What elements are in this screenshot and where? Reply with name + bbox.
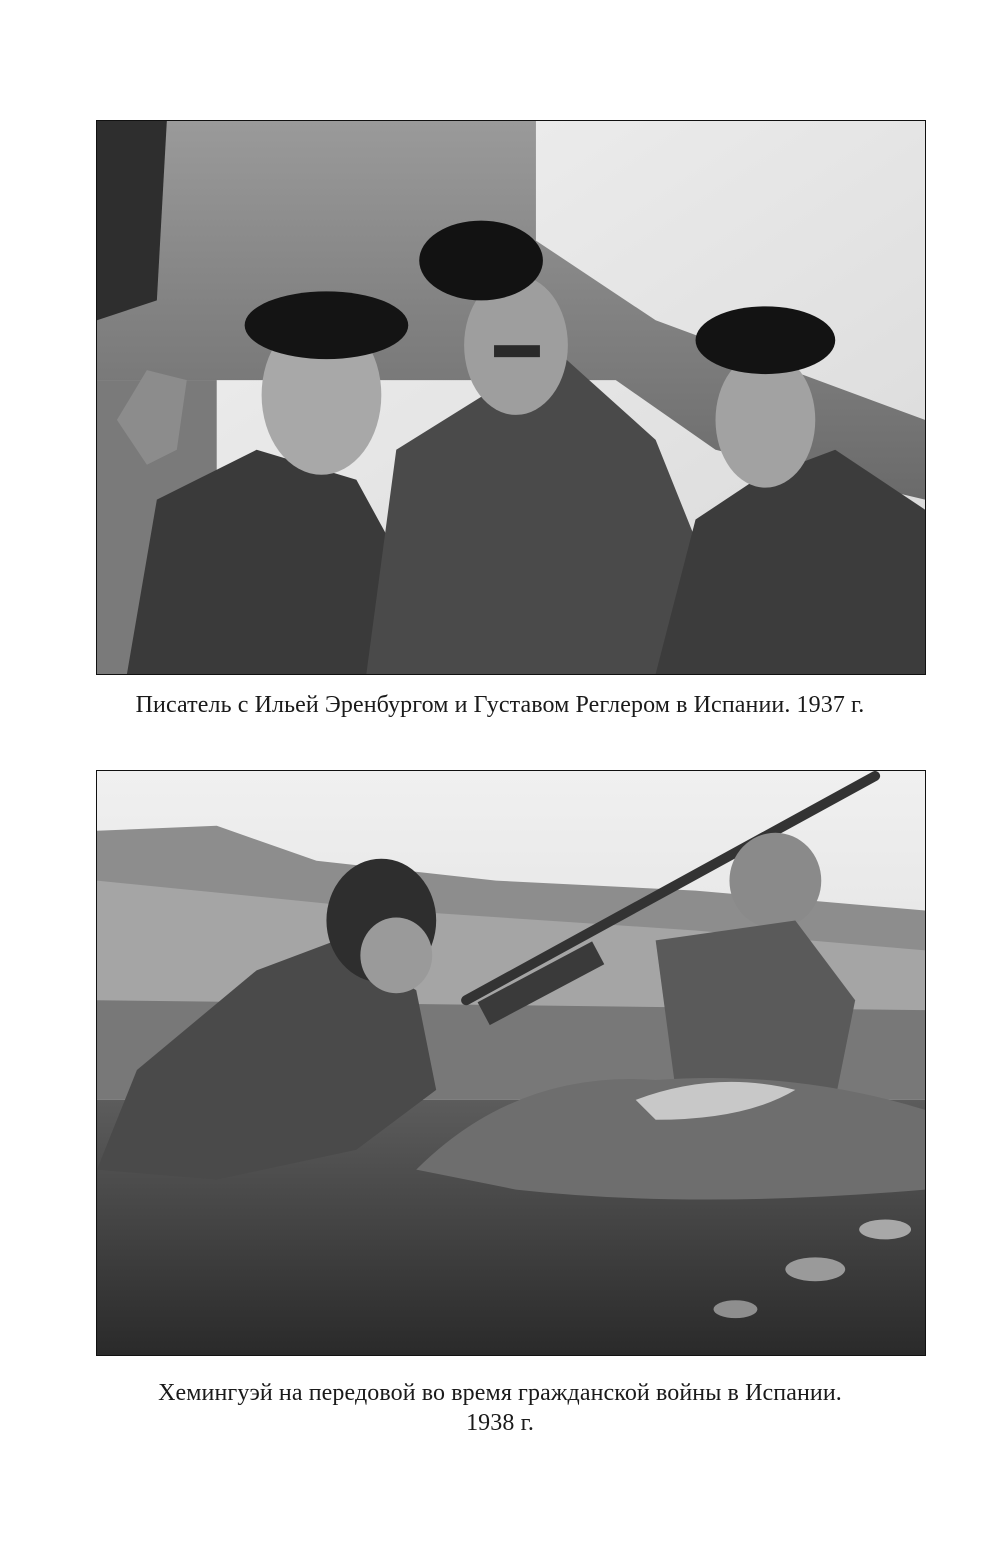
caption-line: Писатель с Ильей Эренбургом и Густавом Реглером в Испании. 1937 г.	[135, 692, 865, 718]
photo-writers-in-berets	[96, 120, 926, 675]
photo-front-line-rifle	[96, 770, 926, 1356]
photo-caption	[0, 1378, 1000, 1438]
caption-line: 1938 г.	[466, 1410, 534, 1436]
caption-line: Хемингуэй на передовой во время гражданской войны в Испании.	[158, 1380, 842, 1406]
photo-caption	[0, 690, 1000, 720]
photo-writers-in-berets-image	[97, 121, 925, 674]
photo-front-line-rifle-image	[97, 771, 925, 1355]
